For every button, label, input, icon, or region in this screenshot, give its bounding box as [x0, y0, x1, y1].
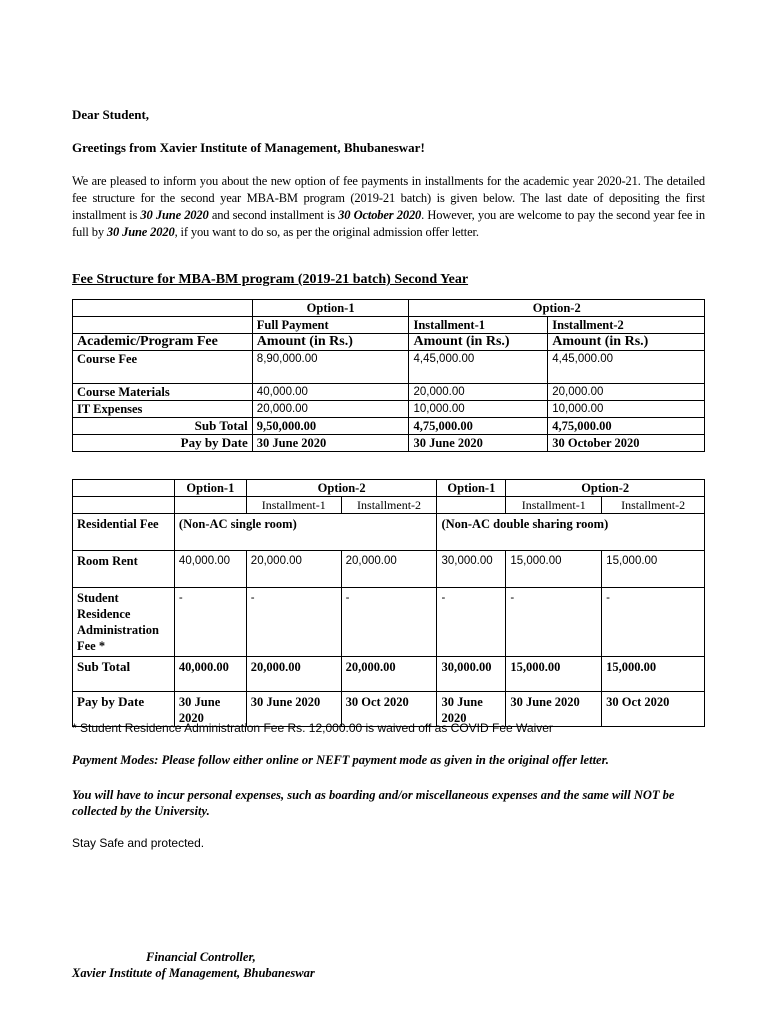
installment1-header: Installment-1	[409, 317, 548, 334]
table-row	[73, 384, 705, 401]
greeting: Greetings from Xavier Institute of Management, Bhubaneswar!	[72, 140, 425, 155]
table-row	[73, 514, 705, 551]
single-room-label: (Non-AC single room)	[174, 514, 437, 551]
table-row	[73, 497, 705, 514]
course-fee-inst1: 4,45,000.00	[409, 351, 548, 384]
empty-cell	[73, 317, 253, 334]
second-installment-date: 30 October 2020	[338, 208, 422, 222]
subtotal-full: 9,50,000.00	[252, 418, 409, 435]
academic-fee-table	[72, 299, 705, 452]
course-materials-full: 40,000.00	[252, 384, 409, 401]
table-row	[73, 317, 705, 334]
option1-header: Option-1	[252, 300, 409, 317]
paydate-full: 30 June 2020	[252, 435, 409, 452]
subtotal-inst2: 4,75,000.00	[548, 418, 705, 435]
intro-paragraph	[72, 173, 705, 241]
room-rent-single-inst1: 20,000.00	[246, 551, 341, 588]
table-row	[73, 551, 705, 588]
signatory-title: Financial Controller,	[146, 950, 256, 964]
installment2-header: Installment-2	[341, 497, 437, 514]
academic-fee-label: Academic/Program Fee	[73, 334, 253, 351]
paydate-single-inst2: 30 Oct 2020	[341, 692, 437, 727]
option2-header: Option-2	[409, 300, 705, 317]
course-fee-label: Course Fee	[73, 351, 253, 384]
course-fee-inst2: 4,45,000.00	[548, 351, 705, 384]
paydate-double-full: 30 June 2020	[437, 692, 506, 727]
empty-cell	[73, 497, 175, 514]
table-row	[73, 588, 705, 657]
subtotal-single-full: 40,000.00	[174, 657, 246, 692]
paydate-single-full: 30 June 2020	[174, 692, 246, 727]
paydate-single-inst1: 30 June 2020	[246, 692, 341, 727]
paydate-inst2: 30 October 2020	[548, 435, 705, 452]
residential-fee-label: Residential Fee	[73, 514, 175, 551]
intro-text-2: and second installment is	[208, 208, 339, 222]
paydate-inst1: 30 June 2020	[409, 435, 548, 452]
full-payment-date: 30 June 2020	[106, 225, 175, 239]
first-installment-date: 30 June 2020	[140, 208, 209, 222]
admin-fee-single-inst1: -	[246, 588, 341, 657]
room-rent-double-inst1: 15,000.00	[506, 551, 602, 588]
subtotal-single-inst2: 20,000.00	[341, 657, 437, 692]
admin-fee-single-inst2: -	[341, 588, 437, 657]
admin-fee-double-inst1: -	[506, 588, 602, 657]
table-row	[73, 418, 705, 435]
paydate-double-inst2: 30 Oct 2020	[602, 692, 705, 727]
room-rent-double-full: 30,000.00	[437, 551, 506, 588]
course-materials-label: Course Materials	[73, 384, 253, 401]
table-row	[73, 401, 705, 418]
stay-safe-note: Stay Safe and protected.	[72, 836, 205, 850]
paydate-label: Pay by Date	[73, 692, 175, 727]
option2-double-header: Option-2	[506, 480, 705, 497]
room-rent-double-inst2: 15,000.00	[602, 551, 705, 588]
option2-single-header: Option-2	[246, 480, 437, 497]
it-expenses-inst1: 10,000.00	[409, 401, 548, 418]
empty-cell	[73, 300, 253, 317]
signatory-organization: Xavier Institute of Management, Bhubaneswar	[72, 966, 315, 980]
full-payment-header: Full Payment	[252, 317, 409, 334]
subtotal-label: Sub Total	[73, 657, 175, 692]
subtotal-double-inst1: 15,000.00	[506, 657, 602, 692]
room-rent-single-inst2: 20,000.00	[341, 551, 437, 588]
it-expenses-label: IT Expenses	[73, 401, 253, 418]
salutation: Dear Student,	[72, 107, 150, 122]
table-row	[73, 334, 705, 351]
subtotal-double-inst2: 15,000.00	[602, 657, 705, 692]
subtotal-double-full: 30,000.00	[437, 657, 506, 692]
empty-cell	[73, 480, 175, 497]
room-rent-label: Room Rent	[73, 551, 175, 588]
option1-single-header: Option-1	[174, 480, 246, 497]
intro-text-1: We are pleased to inform you about the new option of fee payments in installments for the academic year 2020-21. The detailed fee structure for the second year MBA-BM program (2019-21 batch) is given below. The last date of depositing the first installment is	[72, 174, 705, 222]
fee-structure-heading: Fee Structure for MBA-BM program (2019-21 batch) Second Year	[72, 272, 469, 287]
paydate-double-inst1: 30 June 2020	[506, 692, 602, 727]
it-expenses-inst2: 10,000.00	[548, 401, 705, 418]
subtotal-label: Sub Total	[73, 418, 253, 435]
table-row	[73, 351, 705, 384]
amount-header: Amount (in Rs.)	[252, 334, 409, 351]
personal-expenses-note: You will have to incur personal expenses, such as boarding and/or miscellaneous expenses and the same will NOT be collected by the University.	[72, 788, 675, 818]
double-room-label: (Non-AC double sharing room)	[437, 514, 705, 551]
room-rent-single-full: 40,000.00	[174, 551, 246, 588]
installment2-header: Installment-2	[548, 317, 705, 334]
table-row	[73, 480, 705, 497]
course-materials-inst1: 20,000.00	[409, 384, 548, 401]
subtotal-inst1: 4,75,000.00	[409, 418, 548, 435]
installment1-header: Installment-1	[506, 497, 602, 514]
empty-cell	[437, 497, 506, 514]
admin-fee-single-full: -	[174, 588, 246, 657]
admin-fee-label: Student Residence Administration Fee *	[73, 588, 175, 657]
it-expenses-full: 20,000.00	[252, 401, 409, 418]
payment-modes-note: Payment Modes: Please follow either online or NEFT payment mode as given in the original offer letter.	[72, 753, 609, 767]
amount-header: Amount (in Rs.)	[548, 334, 705, 351]
paydate-label: Pay by Date	[73, 435, 253, 452]
installment1-header: Installment-1	[246, 497, 341, 514]
waiver-footnote: * Student Residence Administration Fee Rs. 12,000.00 is waived off as COVID Fee Waiver	[72, 721, 553, 735]
course-fee-full: 8,90,000.00	[252, 351, 409, 384]
subtotal-single-inst1: 20,000.00	[246, 657, 341, 692]
admin-fee-double-full: -	[437, 588, 506, 657]
empty-cell	[174, 497, 246, 514]
residential-fee-table	[72, 479, 705, 727]
amount-header: Amount (in Rs.)	[409, 334, 548, 351]
intro-text-4: , if you want to do so, as per the original admission offer letter.	[174, 225, 479, 239]
table-row	[73, 657, 705, 692]
table-row	[73, 300, 705, 317]
course-materials-inst2: 20,000.00	[548, 384, 705, 401]
installment2-header: Installment-2	[602, 497, 705, 514]
admin-fee-double-inst2: -	[602, 588, 705, 657]
table-row	[73, 435, 705, 452]
intro-text-3: . However, you are welcome to pay the second year fee in full by	[72, 208, 705, 239]
option1-double-header: Option-1	[437, 480, 506, 497]
